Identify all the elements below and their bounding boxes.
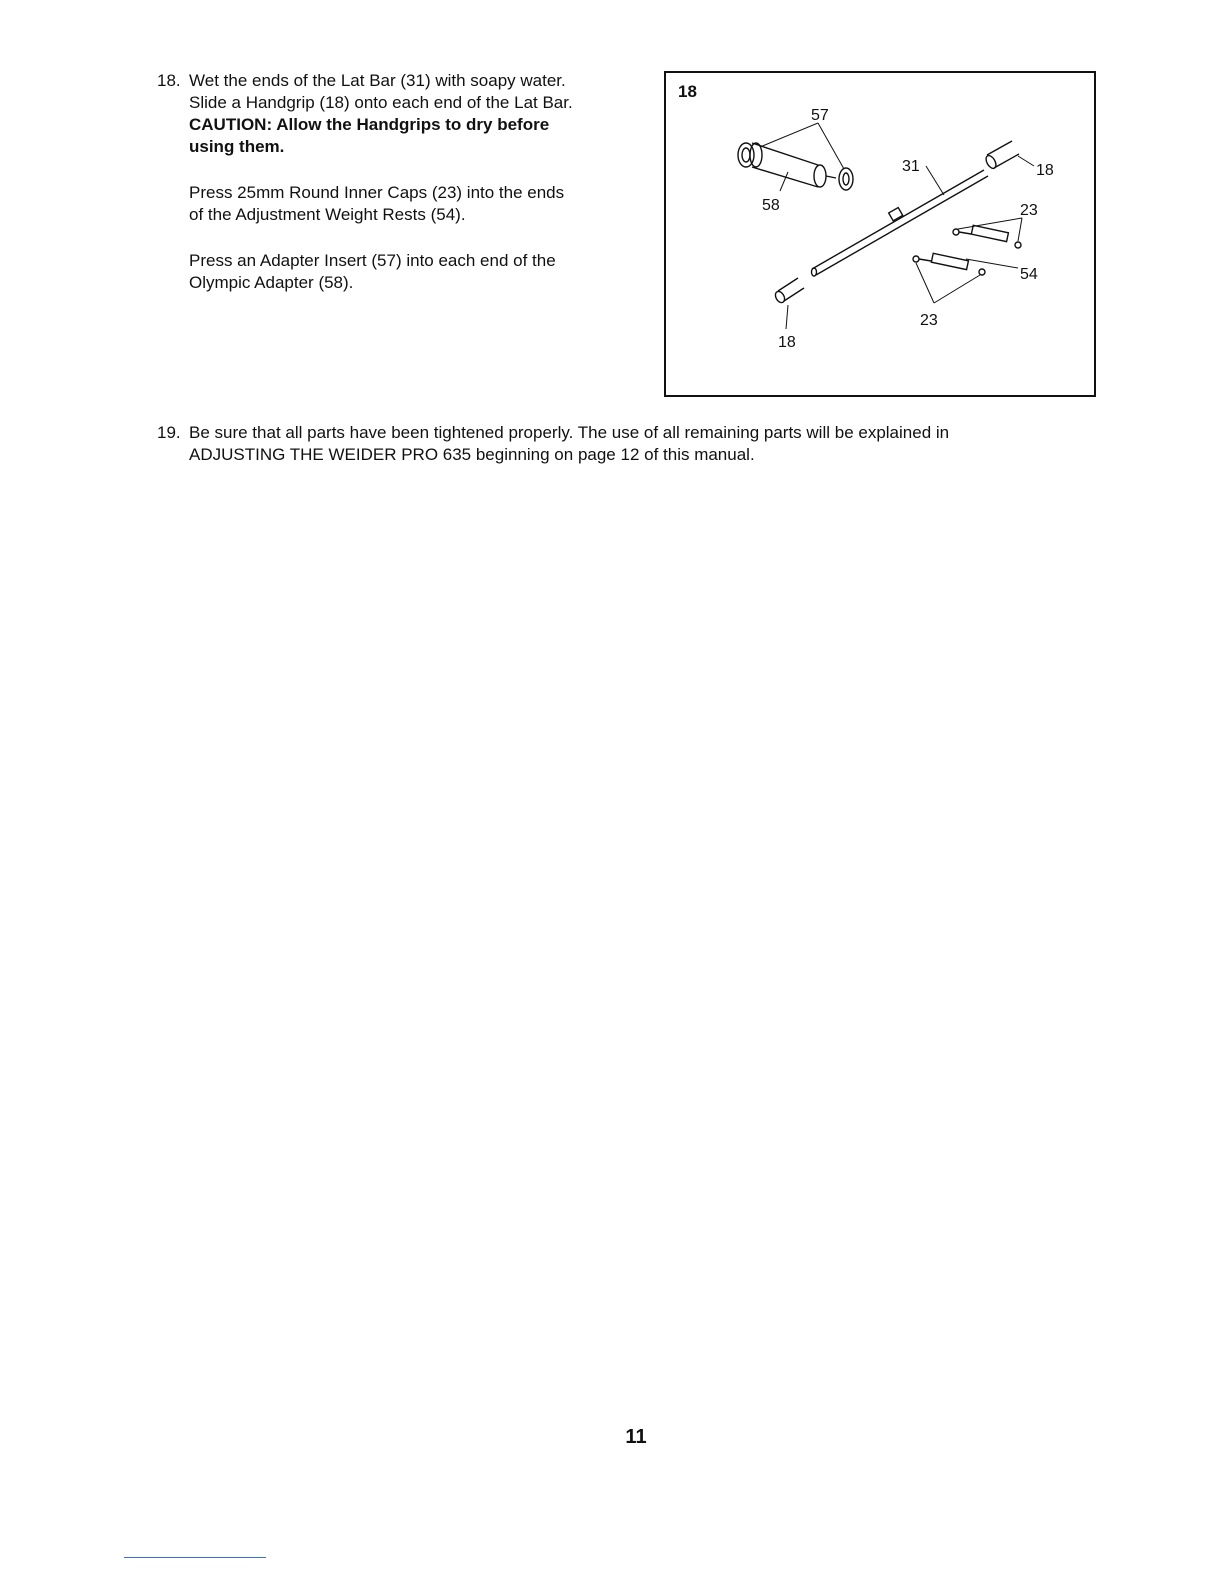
label-58: 58 [762, 197, 780, 214]
leader-18-bottom [786, 305, 788, 329]
inner-cap-lower-right [979, 269, 985, 275]
caution-line-1: CAUTION: Allow the Handgrips to dry before [189, 115, 550, 134]
adapter-leaders [760, 123, 844, 191]
adapter-insert-right-hole [843, 173, 849, 185]
adapter-insert-right [839, 168, 853, 190]
step-19-line-1: Be sure that all parts have been tightened properly. The use of all remaining parts will be explained in [189, 423, 950, 442]
weight-rests-illustration [913, 225, 1021, 275]
handgrip-top-upper [987, 141, 1012, 155]
lat-bar-tab [889, 208, 903, 221]
page-number: 11 [625, 1426, 647, 1448]
adapter-body-bottom [752, 167, 818, 187]
handgrip-top-lower [994, 154, 1019, 168]
inner-cap-upper-right [1015, 242, 1021, 248]
handgrip-bottom-lower [784, 288, 804, 301]
weight-rest-lower-stem [919, 259, 931, 261]
inner-cap-upper-left [953, 229, 959, 235]
figure-number: 18 [678, 82, 697, 101]
olympic-adapter-illustration [738, 143, 853, 190]
adapter-body-right-end [814, 165, 826, 187]
label-31: 31 [902, 158, 920, 175]
inner-caps-line-2: of the Adjustment Weight Rests (54). [189, 205, 466, 224]
step-18-line-2: Slide a Handgrip (18) onto each end of the Lat Bar. [189, 93, 573, 112]
step-19-line-2: ADJUSTING THE WEIDER PRO 635 beginning on page 12 of this manual. [189, 445, 755, 464]
assembly-diagram [666, 73, 1094, 395]
step-19-body [189, 422, 1077, 466]
label-23-bottom: 23 [920, 312, 938, 329]
leader-23-bottom-a [916, 263, 934, 303]
lat-bar-top-edge [812, 170, 984, 269]
adapter-insert-line-2: Olympic Adapter (58). [189, 273, 354, 292]
leader-57-right [818, 123, 844, 169]
footer-rule [124, 1557, 266, 1558]
step-18-body [189, 70, 627, 294]
label-18-top: 18 [1036, 162, 1054, 179]
assembly-figure [664, 71, 1096, 397]
step-18-paragraph-adapter-insert [189, 250, 627, 294]
adapter-insert-left-hole [742, 148, 750, 162]
leader-23-top-a [958, 218, 1022, 229]
step-18-line-1: Wet the ends of the Lat Bar (31) with soapy water. [189, 71, 566, 90]
step-18-number: 18. [157, 71, 181, 90]
leader-18-top [1018, 156, 1034, 166]
handgrip-bottom-upper [778, 278, 798, 291]
label-18-bottom: 18 [778, 334, 796, 351]
step-18-paragraph-handgrips [189, 70, 627, 158]
leader-31 [926, 166, 944, 195]
handgrip-top-illustration [984, 141, 1019, 170]
adapter-insert-line-1: Press an Adapter Insert (57) into each end of the [189, 251, 556, 270]
step-18-paragraph-inner-caps [189, 182, 627, 226]
handgrip-bottom-end [774, 290, 787, 304]
step-19 [157, 422, 1077, 466]
weight-rest-upper [971, 225, 1008, 241]
label-57: 57 [811, 107, 829, 124]
step-19-number: 19. [157, 423, 181, 442]
step-18 [157, 70, 627, 318]
inner-cap-lower-left [913, 256, 919, 262]
label-54: 54 [1020, 266, 1038, 283]
handgrip-bottom-illustration [774, 278, 804, 304]
leader-57-left [760, 123, 818, 147]
lat-bar-end-left [812, 268, 817, 276]
caution-line-2: using them. [189, 137, 285, 156]
weight-rest-lower [931, 253, 968, 269]
leader-58 [780, 172, 788, 191]
inner-caps-line-1: Press 25mm Round Inner Caps (23) into the ends [189, 183, 565, 202]
handgrip-top-end [984, 154, 998, 170]
leader-23-bottom-b [934, 275, 980, 303]
leader-23-top-b [1018, 218, 1022, 241]
adapter-connector [826, 176, 836, 178]
weight-rest-upper-stem [959, 232, 971, 234]
label-23-top: 23 [1020, 202, 1038, 219]
lat-bar-illustration [812, 170, 989, 276]
leader-54 [966, 259, 1018, 268]
